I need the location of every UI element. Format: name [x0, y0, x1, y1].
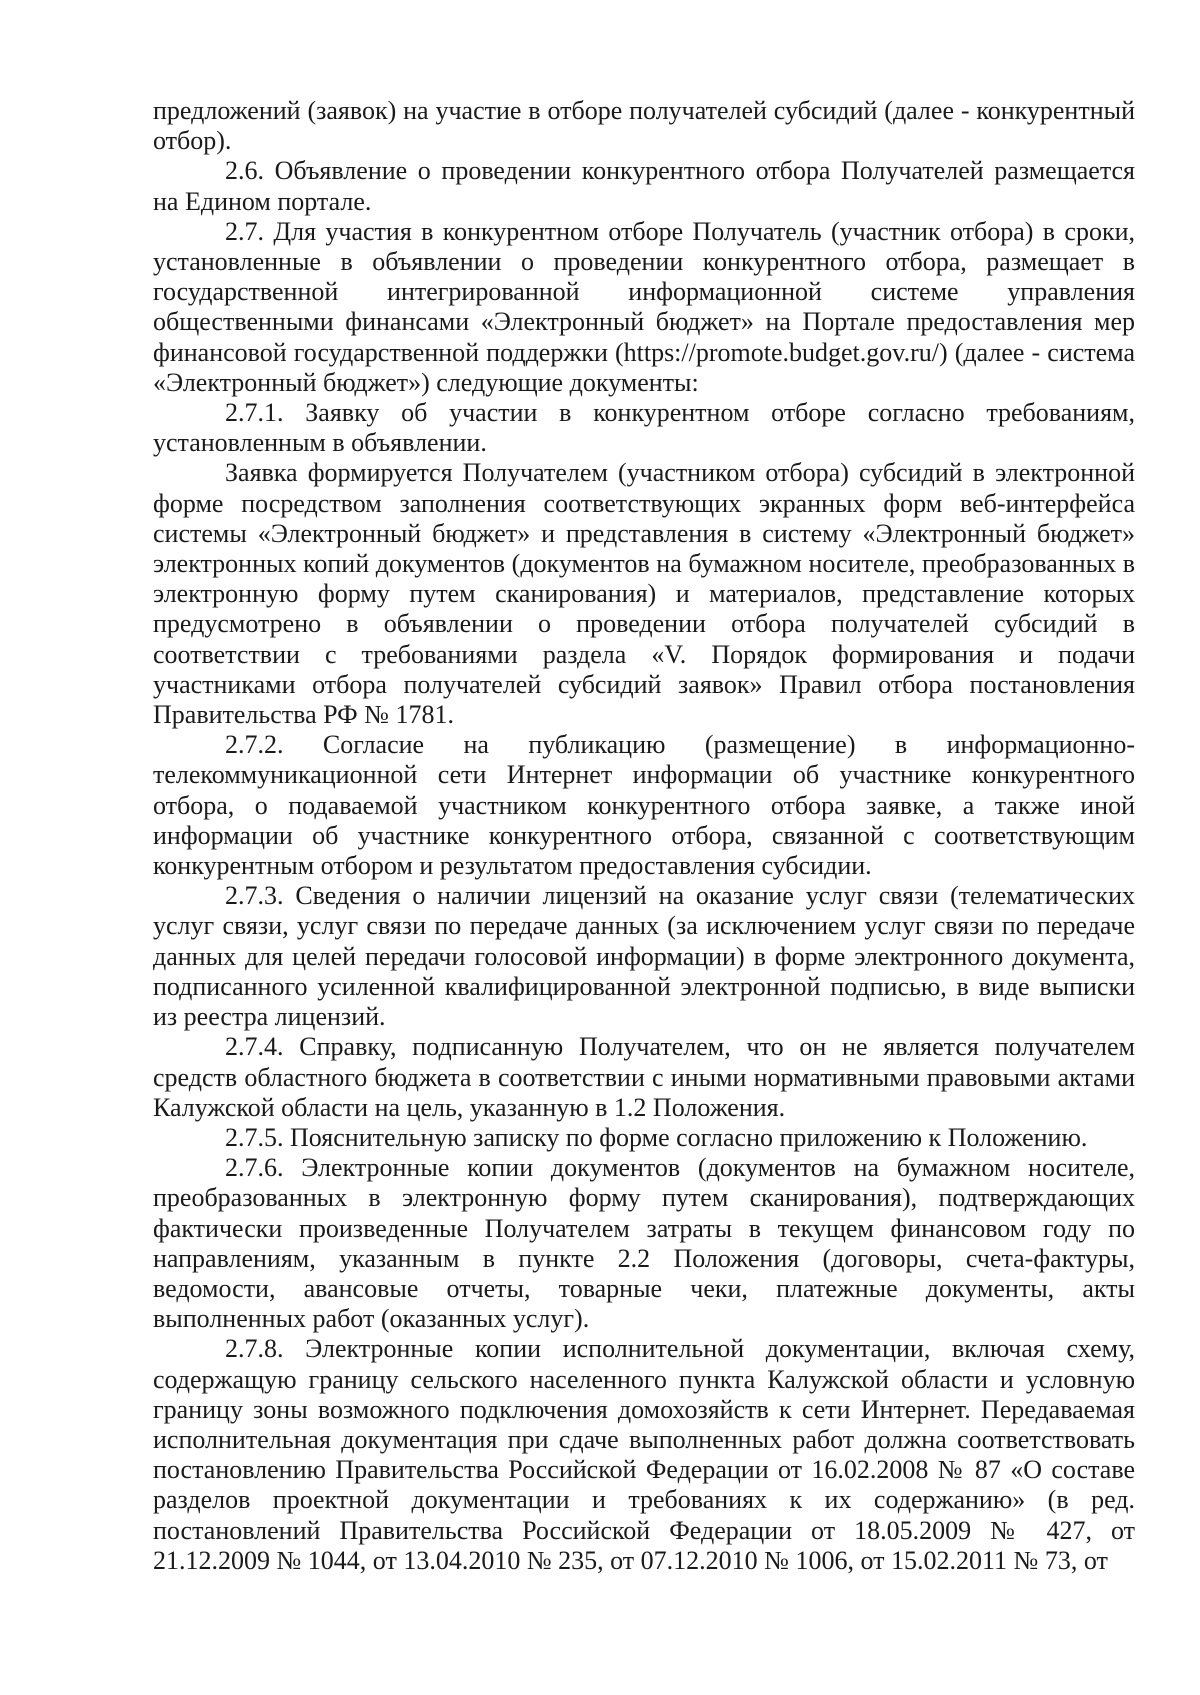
paragraph-2-7-1: 2.7.1. Заявку об участии в конкурентном отборе согласно требованиям, установленным в объявлении.	[153, 398, 1135, 458]
paragraph-2-7: 2.7. Для участия в конкурентном отборе Получатель (участник отбора) в сроки, установленные в объявлении о проведении конкурентного отбора, размещает в государственной интегрированной информационной системе управления общественными финансами «Электронный бюджет» на Портале предоставления мер финансовой государственной поддержки (https://promote.budget.gov.ru/) (далее - система «Электронный бюджет») следующие документы:	[153, 216, 1135, 397]
paragraph-2-7-5: 2.7.5. Пояснительную записку по форме согласно приложению к Положению.	[225, 1122, 1088, 1152]
paragraph-2-7-6: 2.7.6. Электронные копии документов (документов на бумажном носителе, преобразованных в электронную форму путем сканирования), подтверждающих фактически произведенные Получателем затраты в текущем финансовом году по направлениям, указанным в пункте 2.2 Положения (договоры, счета-фактуры, ведомости, авансовые отчеты, товарные чеки, платежные документы, акты выполненных работ (оказанных услуг).	[153, 1153, 1135, 1334]
paragraph-2-6: 2.6. Объявление о проведении конкурентного отбора Получателей размещается на Едином портале.	[153, 156, 1135, 216]
paragraph-application-form: Заявка формируется Получателем (участником отбора) субсидий в электронной форме посредством заполнения соответствующих экранных форм веб-интерфейса системы «Электронный бюджет» и представления в систему «Электронный бюджет» электронных копий документов (документов на бумажном носителе, преобразованных в электронную форму путем сканирования) и материалов, представление которых предусмотрено в объявлении о проведении отбора получателей субсидий в соответствии с требованиями раздела «V. Порядок формирования и подачи участниками отбора получателей субсидий заявок» Правил отбора постановления Правительства РФ № 1781.	[153, 458, 1135, 730]
paragraph-2-7-8: 2.7.8. Электронные копии исполнительной документации, включая схему, содержащую границу сельского населенного пункта Калужской области и условную границу зоны возможного подключения домохозяйств к сети Интернет. Передаваемая исполнительная документация при сдаче выполненных работ должна соответствовать постановлению Правительства Российской Федерации от 16.02.2008 № 87 «О составе разделов проектной документации и требованиях к их содержанию» (в ред. постановлений Правительства Российской Федерации от 18.05.2009 № 427, от 21.12.2009 № 1044, от 13.04.2010 № 235, от 07.12.2010 № 1006, от 15.02.2011 № 73, от	[153, 1334, 1135, 1575]
paragraph-continuation: предложений (заявок) на участие в отборе получателей субсидий (далее - конкурентный отбор).	[153, 96, 1135, 156]
paragraph-2-7-4: 2.7.4. Справку, подписанную Получателем, что он не является получателем средств областного бюджета в соответствии с иными нормативными правовыми актами Калужской области на цель, указанную в 1.2 Положения.	[153, 1032, 1135, 1122]
paragraph-2-7-2: 2.7.2. Согласие на публикацию (размещение) в информационно-телекоммуникационной сети Интернет информации об участнике конкурентного отбора, о подаваемой участником конкурентного отбора заявке, а также иной информации об участнике конкурентного отбора, связанной с соответствующим конкурентным отбором и результатом предоставления субсидии.	[153, 730, 1135, 881]
document-body	[153, 96, 1135, 1576]
paragraph-2-7-3: 2.7.3. Сведения о наличии лицензий на оказание услуг связи (телематических услуг связи, услуг связи по передаче данных (за исключением услуг связи по передаче данных для целей передачи голосовой информации) в форме электронного документа, подписанного усиленной квалифицированной электронной подписью, в виде выписки из реестра лицензий.	[153, 881, 1135, 1032]
